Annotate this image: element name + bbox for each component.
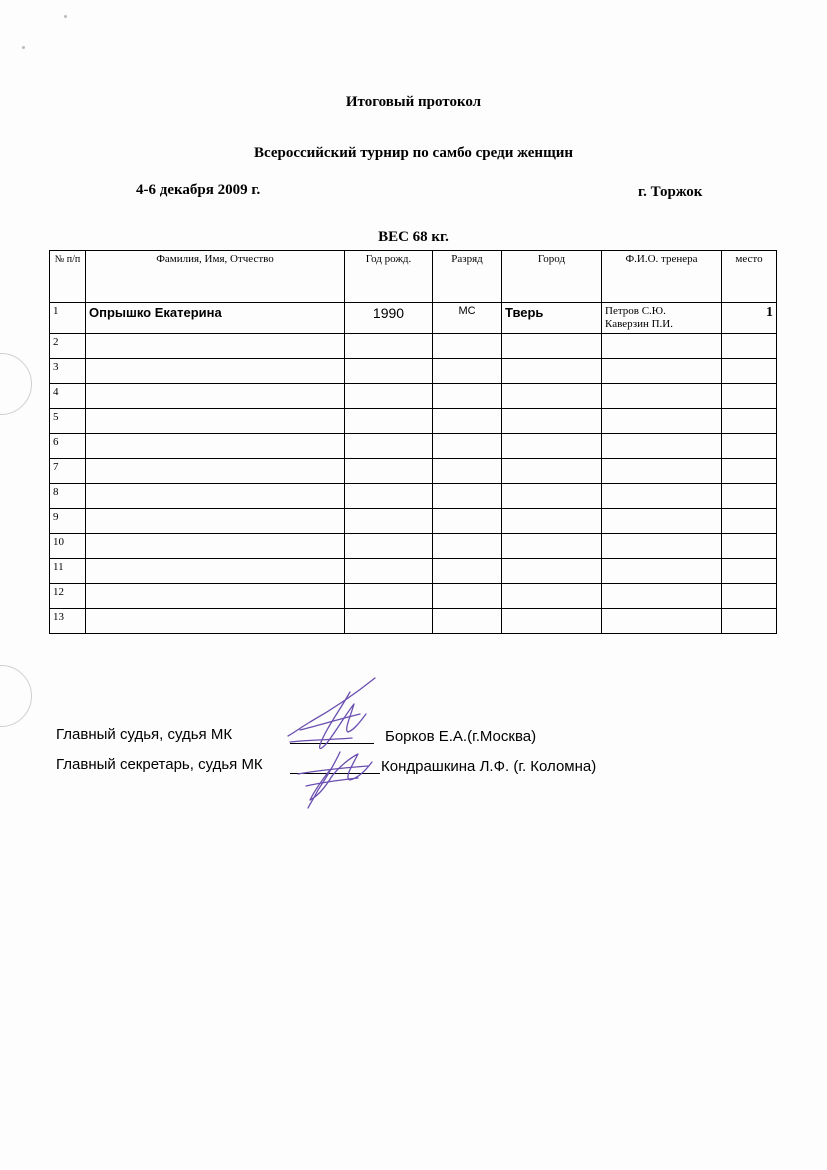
- athlete-city: [502, 359, 602, 384]
- sport-rank: [433, 334, 502, 359]
- birth-year: [345, 484, 433, 509]
- row-num: 8: [50, 484, 86, 509]
- final-place: [722, 384, 777, 409]
- athlete-city: [502, 534, 602, 559]
- coach-names: [602, 509, 722, 534]
- athlete-name: Опрышко Екатерина: [86, 303, 345, 334]
- row-num: 9: [50, 509, 86, 534]
- sport-rank: [433, 609, 502, 634]
- final-place: [722, 584, 777, 609]
- birth-year: [345, 534, 433, 559]
- table-row: [50, 509, 777, 534]
- athlete-name: [86, 434, 345, 459]
- sport-rank: [433, 484, 502, 509]
- row-num: 13: [50, 609, 86, 634]
- table-row: [50, 409, 777, 434]
- table-row: [50, 534, 777, 559]
- birth-year: [345, 384, 433, 409]
- final-place: [722, 334, 777, 359]
- tournament-name: Всероссийский турнир по самбо среди женщин: [253, 145, 574, 161]
- final-place: [722, 609, 777, 634]
- athlete-city: [502, 609, 602, 634]
- handwritten-signatures: [280, 670, 400, 820]
- weight-class: ВЕС 68 кг.: [378, 229, 449, 245]
- coach-names: [602, 559, 722, 584]
- athlete-city: [502, 484, 602, 509]
- col-header-place: место: [722, 251, 777, 303]
- birth-year: [345, 434, 433, 459]
- athlete-city: [502, 384, 602, 409]
- scan-speck: [64, 15, 67, 18]
- coach-names: [602, 609, 722, 634]
- athlete-city: Тверь: [502, 303, 602, 334]
- athlete-city: [502, 509, 602, 534]
- athlete-city: [502, 434, 602, 459]
- sport-rank: [433, 409, 502, 434]
- athlete-name: [86, 384, 345, 409]
- punch-hole-mark: [0, 353, 32, 415]
- tournament-dates: 4-6 декабря 2009 г.: [136, 182, 261, 198]
- final-place: [722, 459, 777, 484]
- coach-names: [602, 409, 722, 434]
- table-row: [50, 303, 777, 334]
- coach-names: [602, 534, 722, 559]
- final-place: [722, 559, 777, 584]
- sport-rank: [433, 534, 502, 559]
- athlete-name: [86, 534, 345, 559]
- coach-name: Петров С.Ю.: [605, 305, 666, 317]
- birth-year: [345, 359, 433, 384]
- table-row: [50, 559, 777, 584]
- birth-year: 1990: [345, 303, 433, 334]
- athlete-name: [86, 609, 345, 634]
- coach-names: [602, 584, 722, 609]
- row-num: 6: [50, 434, 86, 459]
- birth-year: [345, 509, 433, 534]
- row-num: 5: [50, 409, 86, 434]
- coach-names: [602, 359, 722, 384]
- sport-rank: [433, 434, 502, 459]
- signature-stroke: [298, 766, 368, 774]
- chief-judge-label: Главный судья, судья МК: [56, 726, 233, 743]
- athlete-city: [502, 584, 602, 609]
- sport-rank: [433, 584, 502, 609]
- athlete-name: [86, 409, 345, 434]
- row-num: 4: [50, 384, 86, 409]
- col-header-year: Год рожд.: [345, 251, 433, 303]
- signature-stroke: [308, 752, 340, 808]
- final-place: [722, 359, 777, 384]
- final-place: [722, 509, 777, 534]
- row-num: 3: [50, 359, 86, 384]
- col-header-num: № п/п: [50, 251, 86, 303]
- athlete-name: [86, 334, 345, 359]
- results-table: [49, 250, 777, 634]
- athlete-name: [86, 459, 345, 484]
- sport-rank: [433, 359, 502, 384]
- birth-year: [345, 334, 433, 359]
- row-num: 11: [50, 559, 86, 584]
- coach-names: [602, 384, 722, 409]
- coach-names: [602, 434, 722, 459]
- athlete-name: [86, 584, 345, 609]
- table-header-row: [50, 251, 777, 303]
- scan-speck: [22, 46, 25, 49]
- final-place: [722, 409, 777, 434]
- athlete-name: [86, 359, 345, 384]
- row-num: 12: [50, 584, 86, 609]
- athlete-city: [502, 409, 602, 434]
- col-header-coach: Ф.И.О. тренера: [602, 251, 722, 303]
- athlete-name: [86, 559, 345, 584]
- chief-secretary-label: Главный секретарь, судья МК: [56, 756, 263, 773]
- row-num: 10: [50, 534, 86, 559]
- row-num: 1: [50, 303, 86, 334]
- table-row: [50, 359, 777, 384]
- table-row: [50, 434, 777, 459]
- sport-rank: [433, 559, 502, 584]
- final-place: [722, 484, 777, 509]
- athlete-city: [502, 334, 602, 359]
- table-row: [50, 459, 777, 484]
- sport-rank: [433, 384, 502, 409]
- birth-year: [345, 609, 433, 634]
- sport-rank: [433, 459, 502, 484]
- col-header-city: Город: [502, 251, 602, 303]
- table-row: [50, 384, 777, 409]
- sport-rank: МС: [433, 303, 502, 334]
- col-header-rank: Разряд: [433, 251, 502, 303]
- birth-year: [345, 584, 433, 609]
- table-row: [50, 334, 777, 359]
- birth-year: [345, 559, 433, 584]
- birth-year: [345, 459, 433, 484]
- document-title: Итоговый протокол: [345, 94, 482, 110]
- row-num: 7: [50, 459, 86, 484]
- final-place: 1: [722, 303, 777, 334]
- birth-year: [345, 409, 433, 434]
- row-num: 2: [50, 334, 86, 359]
- final-place: [722, 534, 777, 559]
- punch-hole-mark: [0, 665, 32, 727]
- athlete-city: [502, 459, 602, 484]
- athlete-name: [86, 509, 345, 534]
- table-row: [50, 609, 777, 634]
- signature-stroke: [288, 678, 375, 736]
- coach-names: [602, 484, 722, 509]
- chief-judge-name: Борков Е.А.(г.Москва): [385, 728, 537, 745]
- chief-secretary-name: Кондрашкина Л.Ф. (г. Коломна): [381, 758, 597, 775]
- col-header-name: Фамилия, Имя, Отчество: [86, 251, 345, 303]
- tournament-city: г. Торжок: [638, 184, 703, 200]
- coach-name: Каверзин П.И.: [605, 318, 673, 330]
- final-place: [722, 434, 777, 459]
- coach-names: [602, 459, 722, 484]
- signature-stroke: [306, 778, 358, 786]
- coach-names: [602, 334, 722, 359]
- athlete-name: [86, 484, 345, 509]
- athlete-city: [502, 559, 602, 584]
- table-row: [50, 584, 777, 609]
- sport-rank: [433, 509, 502, 534]
- table-row: [50, 484, 777, 509]
- coach-names: [602, 303, 722, 334]
